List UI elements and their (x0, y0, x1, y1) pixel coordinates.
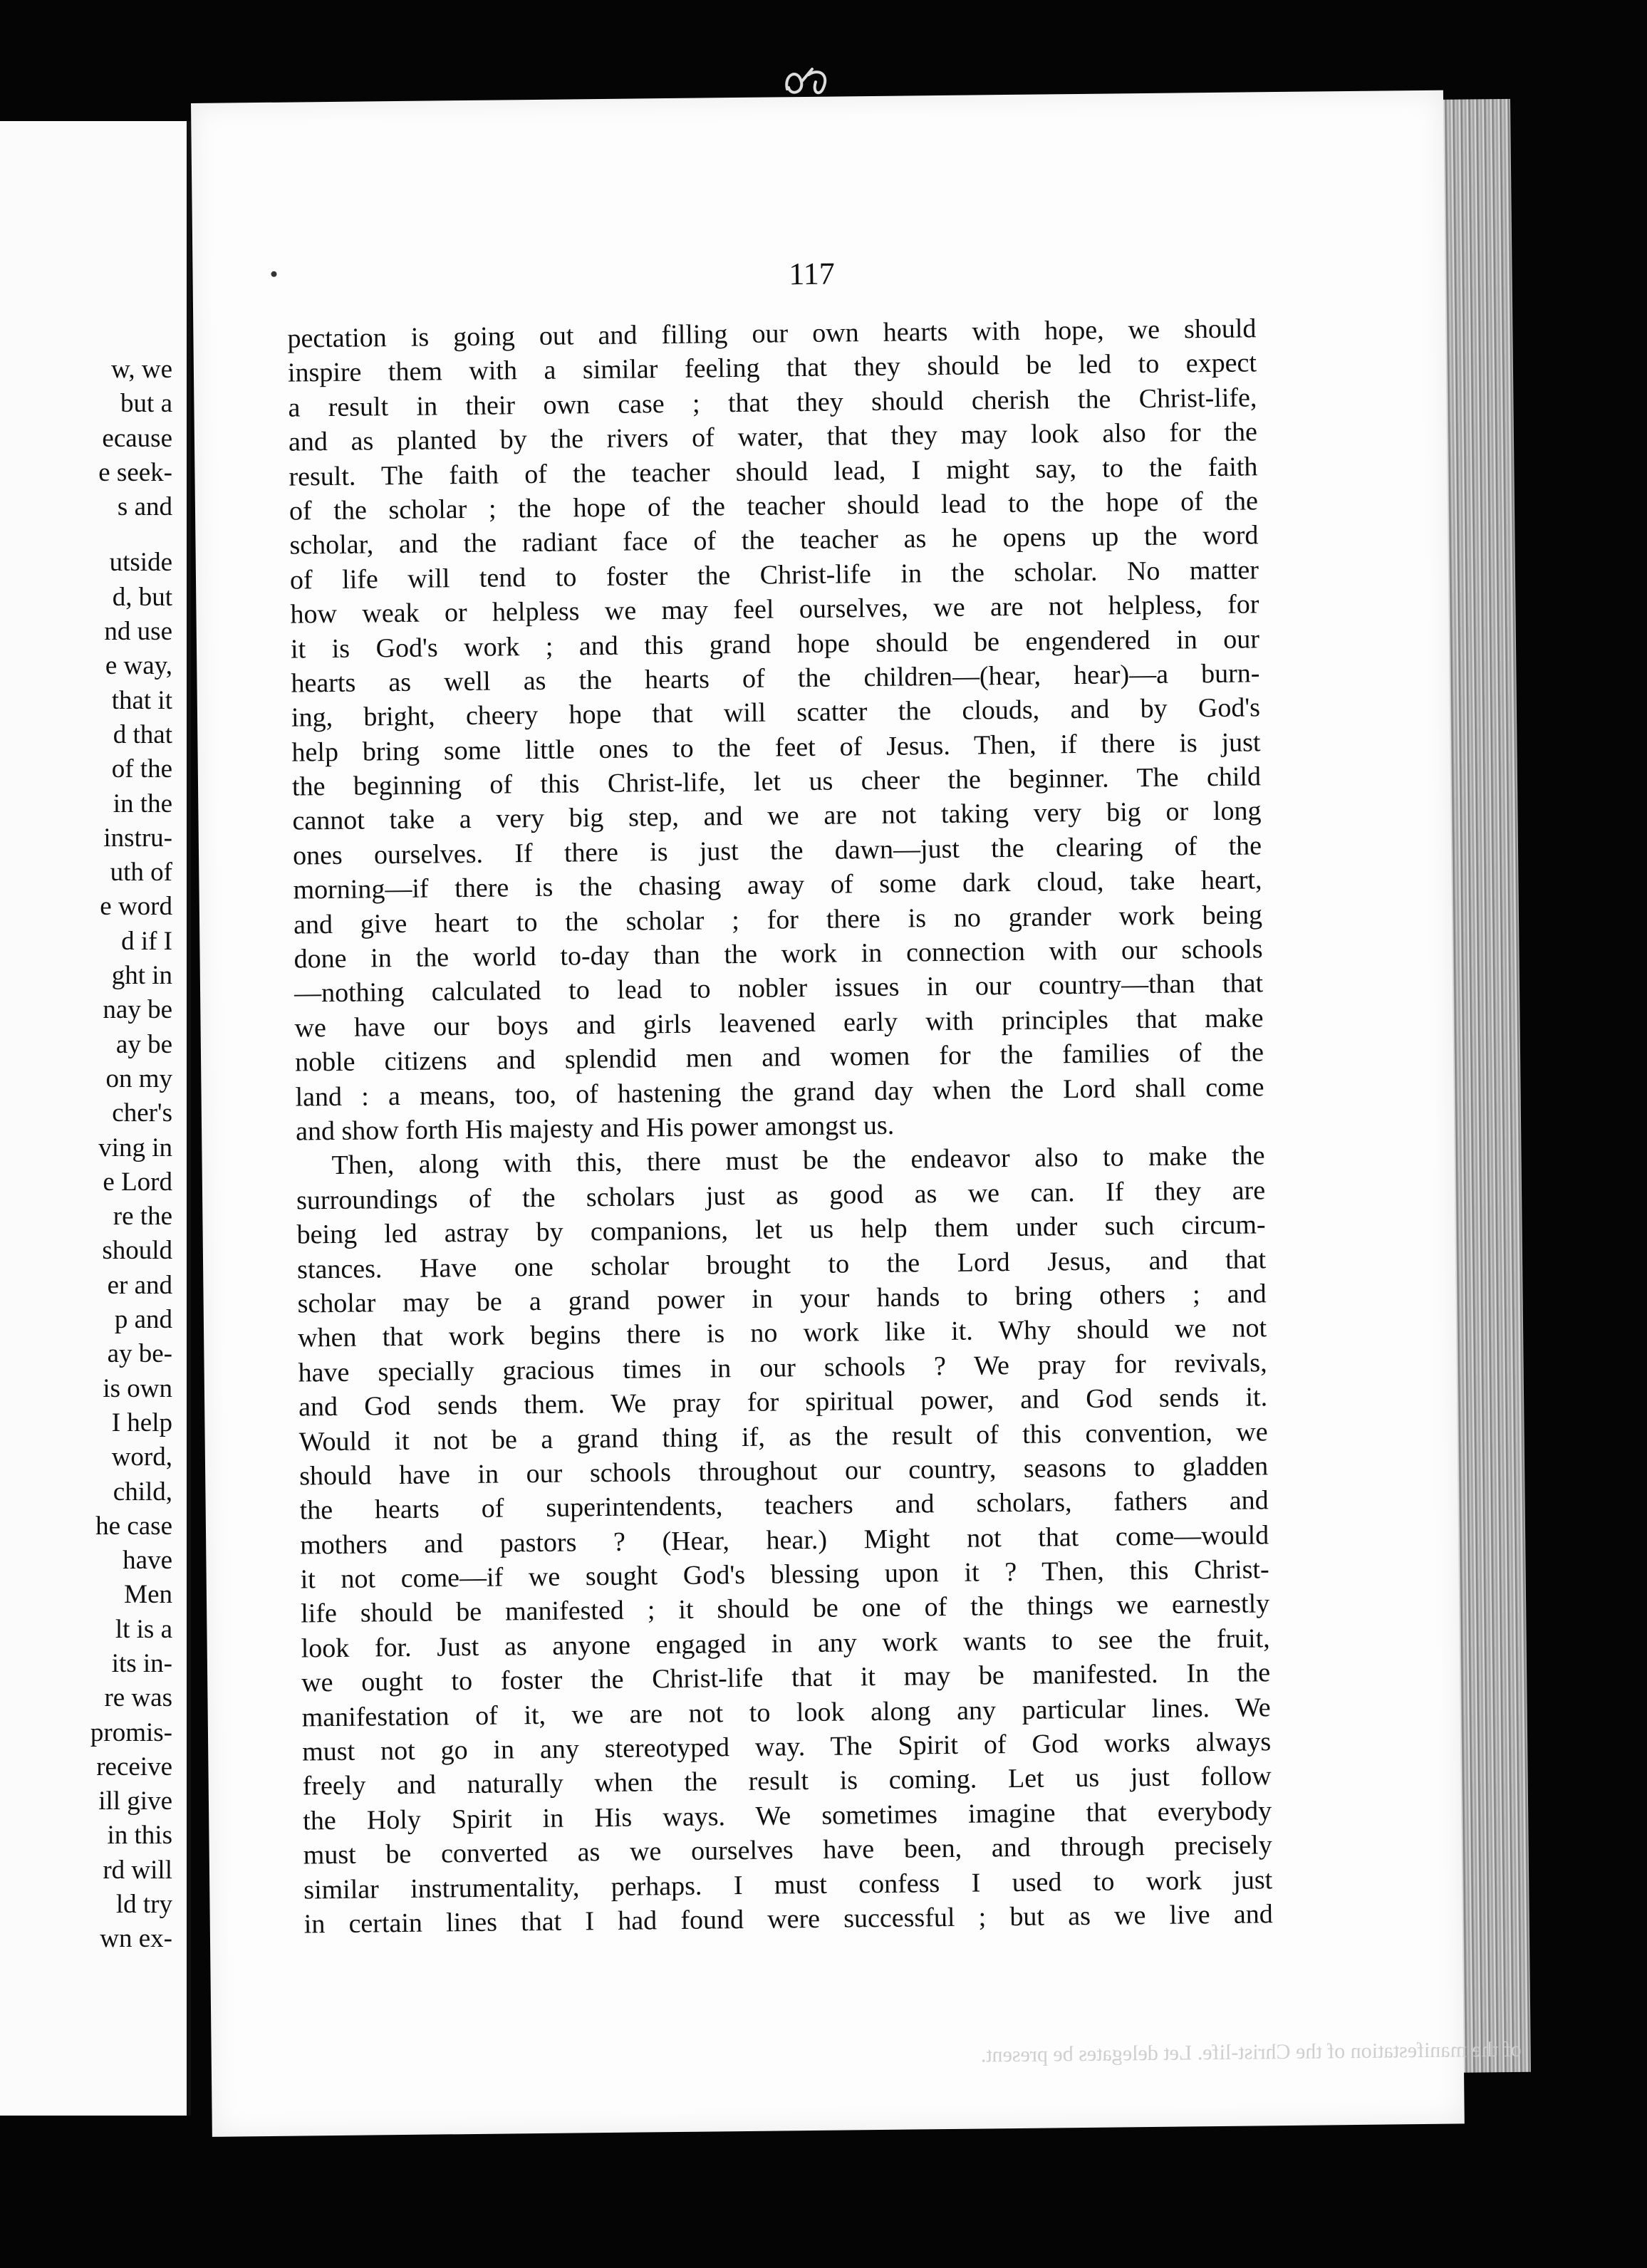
left-text-fragment: s and (117, 492, 172, 522)
text-line: and give heart to the scholar ; for there is no grander work being (293, 899, 1263, 940)
text-line: similar instrumentality, perhaps. I must confess I used to work just (303, 1864, 1273, 1905)
left-text-fragment: utside (109, 548, 172, 578)
left-text-fragment: rd will (103, 1855, 172, 1885)
text-line: it not come—if we sought God's blessing upon it ? Then, this Christ- (300, 1554, 1269, 1595)
text-line: the beginning of this Christ-life, let us cheer the beginner. The child (291, 761, 1262, 802)
text-line: scholar, and the radiant face of the teacher as he opens up the word (289, 520, 1259, 561)
left-text-fragment: uth of (110, 858, 172, 888)
text-line: when that work begins there is no work like it. Why should we not (297, 1313, 1267, 1353)
left-text-fragment: ay be- (107, 1339, 172, 1369)
left-text-fragment: ill give (98, 1786, 172, 1816)
left-text-fragment: that it (111, 685, 172, 715)
left-text-fragment: ecause (102, 423, 172, 453)
left-text-fragment: he case (95, 1511, 172, 1541)
text-line: we have our boys and girls leavened early with principles that make (294, 1003, 1264, 1044)
text-line: help bring some little ones to the feet of Jesus. Then, if there is just (291, 727, 1261, 768)
text-line: ones ourselves. If there is just the dawn—just the clearing of the (292, 831, 1262, 871)
text-line: manifestation of it, we are not to look along any particular lines. We (301, 1692, 1271, 1733)
left-text-fragment: er and (107, 1270, 172, 1300)
left-text-fragment: nd use (104, 617, 172, 647)
text-line: of life will tend to foster the Christ-life in the scholar. No matter (289, 555, 1259, 595)
text-line: a result in their own case ; that they should cherish the Christ-life, (288, 383, 1257, 423)
text-line: morning—if there is the chasing away of some dark cloud, take heart, (293, 865, 1262, 905)
text-line: inspire them with a similar feeling that they should be led to expect (287, 348, 1257, 388)
left-text-fragment: but a (120, 389, 172, 419)
left-text-fragment: its in- (111, 1648, 172, 1678)
text-line: noble citizens and splendid men and women for the families of the (294, 1037, 1264, 1078)
text-line: it is God's work ; and this grand hope should be engendered in our (290, 623, 1260, 665)
left-text-fragment: e seek- (98, 457, 172, 487)
text-line: stances. Have one scholar brought to the Lord Jesus, and that (296, 1244, 1267, 1285)
left-text-fragment (0, 524, 172, 546)
left-text-fragment: should (102, 1236, 172, 1266)
left-text-fragment: on my (105, 1063, 172, 1093)
left-text-fragment: ght in (111, 961, 172, 991)
text-line: the Holy Spirit in His ways. We sometimes imagine that everybody (303, 1796, 1272, 1836)
text-line: how weak or helpless we may feel ourselves, we are not helpless, for (290, 589, 1259, 630)
left-text-fragment: d, but (112, 582, 172, 612)
text-line: have specially gracious times in our schools ? We pray for revivals, (298, 1347, 1267, 1388)
text-line: must not go in any stereotyped way. The Spirit of God works always (302, 1727, 1272, 1767)
text-line: and God sends them. We pray for spiritual power, and God sends it. (298, 1382, 1268, 1422)
left-text-fragment: ld try (115, 1890, 172, 1920)
left-text-fragment: re was (104, 1683, 172, 1713)
left-text-fragment: I help (111, 1408, 172, 1437)
body-text (287, 311, 1273, 1941)
left-text-fragment: p and (114, 1305, 172, 1335)
left-text-fragment: e way, (105, 651, 172, 681)
left-text-fragment: is own (103, 1373, 172, 1403)
text-line: in certain lines that I had found were successful ; but as we live and (303, 1899, 1273, 1940)
text-line: surroundings of the scholars just as good as we can. If they are (296, 1175, 1266, 1216)
left-text-fragment: ay be (115, 1029, 172, 1059)
text-line: Would it not be a grand thing if, as the result of this convention, we (298, 1416, 1268, 1457)
left-text-fragment: cher's (112, 1098, 172, 1128)
left-page-text (0, 353, 172, 1957)
left-text-fragment: receive (96, 1752, 172, 1781)
left-page-fragment (0, 121, 191, 2116)
text-line: must be converted as we ourselves have been, and through precisely (303, 1830, 1272, 1871)
left-text-fragment: d that (113, 719, 172, 749)
text-line: done in the world to-day than the work in connection with our schools (293, 934, 1263, 974)
left-text-fragment: promis- (90, 1717, 172, 1747)
left-text-fragment: of the (111, 754, 172, 784)
left-text-fragment: lt is a (115, 1614, 172, 1644)
text-line: we ought to foster the Christ-life that it may be manifested. In the (301, 1658, 1271, 1698)
left-text-fragment: re the (113, 1202, 172, 1232)
left-text-fragment: in the (113, 789, 172, 818)
main-page (191, 90, 1522, 2137)
left-text-fragment: wn ex- (100, 1924, 172, 1954)
left-text-fragment: ving in (98, 1133, 172, 1162)
text-line: mothers and pastors ? (Hear, hear.) Might not that come—would (299, 1519, 1269, 1561)
text-line: should have in our schools throughout our country, seasons to gladden (298, 1451, 1269, 1492)
text-line: land : a means, too, of hastening the grand day when the Lord shall come (295, 1071, 1264, 1113)
text-line: being led astray by companions, let us help them under such circum- (296, 1210, 1266, 1250)
text-line: Then, along with this, there must be the endeavor also to make the (331, 1140, 1265, 1181)
left-text-fragment: nay be (103, 995, 172, 1025)
left-text-fragment: w, we (111, 355, 172, 384)
text-line: of the scholar ; the hope of the teacher should lead to the hope of the (289, 486, 1259, 526)
text-line: scholar may be a grand power in your hands to bring others ; and (297, 1279, 1267, 1319)
handwritten-mark-icon (780, 61, 844, 103)
text-line: the hearts of superintendents, teachers and scholars, fathers and (299, 1485, 1269, 1526)
page-number: 117 (789, 256, 835, 292)
text-line: and as planted by the rivers of water, that they may look also for the (288, 417, 1258, 457)
left-text-fragment: e Lord (103, 1167, 172, 1197)
left-text-fragment: in this (107, 1821, 172, 1851)
text-line: result. The faith of the teacher should lead, I might say, to the faith (289, 451, 1258, 492)
text-line: ing, bright, cheery hope that will scatter the clouds, and by God's (291, 692, 1261, 733)
left-text-fragment: instru- (103, 823, 172, 853)
text-line: pectation is going out and filling our own hearts with hope, we should (287, 313, 1257, 354)
left-text-fragment: word, (111, 1442, 172, 1472)
text-line: life should be manifested ; it should be one of the things we earnestly (300, 1588, 1270, 1629)
bleed-through-text: of the manifestation of the Christ-life. Let delegates be present. (980, 2037, 1522, 2067)
left-text-fragment: e word (100, 892, 172, 922)
text-line: —nothing calculated to lead to nobler issues in our country—than that (293, 968, 1264, 1009)
text-line: hearts as well as the hearts of the children—(hear, hear)—a burn- (291, 658, 1260, 699)
text-line: look for. Just as anyone engaged in any work wants to see the fruit, (301, 1623, 1270, 1664)
left-text-fragment: child, (113, 1477, 172, 1507)
left-text-fragment: Men (124, 1580, 172, 1610)
text-line: and show forth His majesty and His power amongst us. (295, 1110, 895, 1147)
left-text-fragment: d if I (121, 926, 172, 956)
left-text-fragment: have (123, 1546, 172, 1576)
text-line: freely and naturally when the result is coming. Let us just follow (302, 1761, 1272, 1801)
text-line: cannot take a very big step, and we are not taking very big or long (292, 796, 1262, 837)
